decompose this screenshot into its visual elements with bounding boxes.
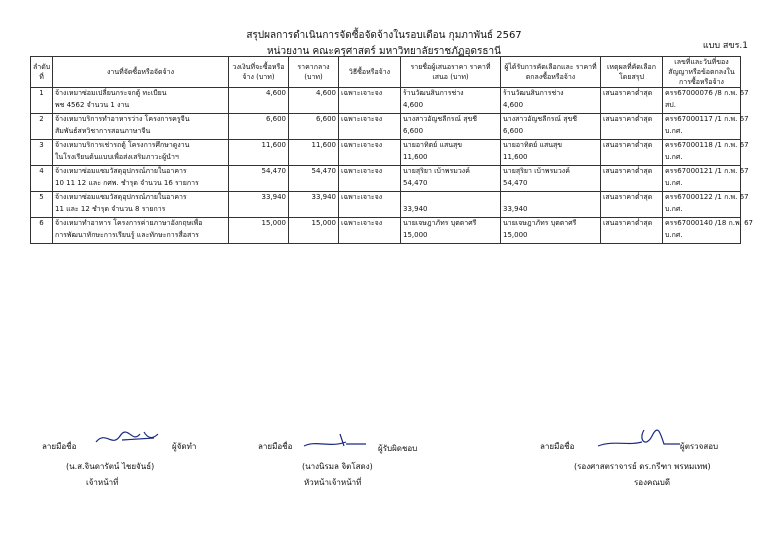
- table-row: [31, 114, 741, 140]
- task-cell: [53, 88, 229, 114]
- row-number: 6: [31, 218, 53, 244]
- winner-cell: [501, 140, 601, 166]
- task-cell: [53, 140, 229, 166]
- signatory-position: หัวหน้าเจ้าหน้าที่: [304, 478, 362, 487]
- column-header: รายชื่อผู้เสนอราคา ราคาที่เสนอ (บาท): [401, 57, 501, 88]
- winner-cell: [501, 114, 601, 140]
- contract-cell: [663, 192, 749, 218]
- column-header: งานที่จัดซื้อหรือจัดจ้าง: [53, 57, 229, 88]
- bid-price: 11,600: [403, 153, 428, 161]
- row-number: 3: [31, 140, 53, 166]
- method-cell: เฉพาะเจาะจง: [339, 140, 401, 166]
- bidder-cell: [401, 218, 501, 244]
- budget-cell: 33,940: [229, 192, 289, 218]
- contract-number: ครร67000117 /1 ก.พ. 67: [665, 115, 749, 123]
- win-price: 54,470: [503, 179, 528, 187]
- contract-type: บ.กศ.: [665, 153, 683, 161]
- winner-name: นายเจษฎาภัทร บุตตาศรี: [503, 219, 577, 227]
- column-header: ลำดับที่: [31, 57, 53, 88]
- signature-role: ผู้ตรวจสอบ: [680, 442, 719, 451]
- budget-cell: 15,000: [229, 218, 289, 244]
- contract-cell: [663, 88, 749, 114]
- winner-cell: [501, 166, 601, 192]
- row-number: 1: [31, 88, 53, 114]
- handwritten-signature-1: [92, 428, 162, 450]
- reason-cell: เสนอราคาต่ำสุด: [601, 218, 663, 244]
- reason-cell: เสนอราคาต่ำสุด: [601, 88, 663, 114]
- method-cell: เฉพาะเจาะจง: [339, 166, 401, 192]
- row-number: 5: [31, 192, 53, 218]
- column-header: ผู้ได้รับการคัดเลือกและ ราคาที่ตกลงซื้อหรือจ้าง: [501, 57, 601, 88]
- signature-label: ลายมือชื่อ: [42, 442, 77, 451]
- win-price: 11,600: [503, 153, 528, 161]
- task-cell: [53, 166, 229, 192]
- win-price: 15,000: [503, 231, 528, 239]
- reason-cell: เสนอราคาต่ำสุด: [601, 114, 663, 140]
- task-line: จ้างเหมาซ่อมเปลี่ยนกระจกตู้ ทะเบียน: [55, 89, 167, 97]
- task-line: พช 4562 จำนวน 1 งาน: [55, 101, 130, 109]
- signature-role: ผู้จัดทำ: [172, 442, 197, 451]
- column-header: ราคากลาง (บาท): [289, 57, 339, 88]
- bid-price: 54,470: [403, 179, 428, 187]
- budget-cell: 11,600: [229, 140, 289, 166]
- winner-cell: [501, 218, 601, 244]
- budget-cell: 54,470: [229, 166, 289, 192]
- handwritten-signature-2: [300, 430, 370, 452]
- contract-number: ครร67000076 /8 ก.พ. 67: [665, 89, 749, 97]
- median-price-cell: 33,940: [289, 192, 339, 218]
- signatory-position: รองคณบดี: [634, 478, 671, 487]
- bidder-cell: [401, 114, 501, 140]
- bidder-name: นายเจษฎาภัทร บุตตาศรี: [403, 219, 477, 227]
- row-number: 4: [31, 166, 53, 192]
- contract-number: ครร67000118 /1 ก.พ. 67: [665, 141, 749, 149]
- task-line: สัมพันธ์สหวิชาการสอนภาษาจีน: [55, 127, 151, 135]
- task-cell: [53, 218, 229, 244]
- task-line: จ้างเหมาบริการทำอาหารว่าง โครงการครูจีน: [55, 115, 190, 123]
- task-cell: [53, 114, 229, 140]
- contract-number: ครร67000122 /1 ก.พ. 67: [665, 193, 749, 201]
- task-line: จ้างเหมาซ่อมแซมวัสดุอุปกรณ์ภายในอาคาร: [55, 167, 187, 175]
- signatory-name: (น.ส.จินดารัตน์ ไชยจันธ์): [66, 462, 155, 471]
- winner-name: ร้านวัฒนสินการช่าง: [503, 89, 564, 97]
- reason-cell: เสนอราคาต่ำสุด: [601, 192, 663, 218]
- budget-cell: 4,600: [229, 88, 289, 114]
- table-row: [31, 192, 741, 218]
- task-line: จ้างเหมาทำอาหาร โครงการค่ายภาษาอังกฤษเพื่อ: [55, 219, 203, 227]
- median-price-cell: 54,470: [289, 166, 339, 192]
- bidder-cell: [401, 88, 501, 114]
- column-header: เลขที่และวันที่ของสัญญาหรือข้อตกลงในการซื้อหรือจ้าง: [663, 57, 741, 88]
- winner-name: นางสาวอัญชลีกรณ์ สุขชี: [503, 115, 578, 123]
- document-title: สรุปผลการดำเนินการจัดซื้อจัดจ้างในรอบเดือน กุมภาพันธ์ 2567: [246, 30, 522, 41]
- task-line: ในโรงเรียนต้นแบบเพื่อส่งเสริมภาวะผู้นำฯ: [55, 153, 179, 161]
- bidder-name: [403, 192, 498, 204]
- bidder-name: ร้านวัฒนสินการช่าง: [403, 89, 464, 97]
- winner-cell: [501, 192, 601, 218]
- table-header-row: [31, 57, 741, 88]
- reason-cell: เสนอราคาต่ำสุด: [601, 140, 663, 166]
- bid-price: 4,600: [403, 101, 424, 109]
- procurement-table: [30, 56, 753, 244]
- task-cell: [53, 192, 229, 218]
- task-line: จ้างเหมาซ่อมแซมวัสดุอุปกรณ์ภายในอาคาร: [55, 193, 187, 201]
- task-line: 10 11 12 และ กศพ. ชำรุด จำนวน 16 รายการ: [55, 179, 199, 187]
- contract-cell: [663, 140, 749, 166]
- method-cell: เฉพาะเจาะจง: [339, 88, 401, 114]
- signatory-name: (นางนิรมล จิตโสดง): [302, 462, 373, 471]
- winner-name: นายอาทิตย์ แสนสุข: [503, 141, 563, 149]
- method-cell: เฉพาะเจาะจง: [339, 114, 401, 140]
- form-code: แบบ สขร.1: [702, 41, 748, 51]
- table-row: [31, 140, 741, 166]
- win-price: 4,600: [503, 101, 524, 109]
- winner-name: [503, 192, 598, 204]
- bidder-name: นายอาทิตย์ แสนสุข: [403, 141, 463, 149]
- bid-price: 15,000: [403, 231, 428, 239]
- task-line: จ้างเหมาบริการเช่ารถตู้ โครงการศึกษาดูงาน: [55, 141, 190, 149]
- table-row: [31, 88, 741, 114]
- bid-price: 33,940: [403, 205, 428, 213]
- contract-cell: [663, 166, 749, 192]
- budget-cell: 6,600: [229, 114, 289, 140]
- contract-type: บ.กศ.: [665, 205, 683, 213]
- method-cell: เฉพาะเจาะจง: [339, 218, 401, 244]
- task-line: 11 และ 12 ชำรุด จำนวน 8 รายการ: [55, 205, 166, 213]
- task-line: การพัฒนาทักษะการเรียนรู้ และทักษะการสื่อสาร: [55, 231, 199, 239]
- table-row: [31, 218, 741, 244]
- win-price: 33,940: [503, 205, 528, 213]
- signature-label: ลายมือชื่อ: [540, 442, 575, 451]
- signatory-name: (รองศาสตราจารย์ ดร.กรีฑา พรหมเทพ): [574, 462, 711, 471]
- contract-number: ครร67000121 /1 ก.พ. 67: [665, 167, 749, 175]
- contract-cell: [663, 114, 749, 140]
- winner-name: นายสุริยา เบ้าพรมวงค์: [503, 167, 570, 175]
- median-price-cell: 11,600: [289, 140, 339, 166]
- median-price-cell: 15,000: [289, 218, 339, 244]
- bidder-cell: [401, 140, 501, 166]
- contract-type: บ.กศ.: [665, 179, 683, 187]
- signatory-position: เจ้าหน้าที่: [86, 478, 119, 487]
- signature-label: ลายมือชื่อ: [258, 442, 293, 451]
- contract-type: บ.กศ.: [665, 231, 683, 239]
- bidder-cell: [401, 192, 501, 218]
- unit-name: หน่วยงาน คณะครุศาสตร์ มหาวิทยาลัยราชภัฏอุดรธานี: [267, 46, 501, 57]
- reason-cell: เสนอราคาต่ำสุด: [601, 166, 663, 192]
- bidder-cell: [401, 166, 501, 192]
- column-header: วิธีซื้อหรือจ้าง: [339, 57, 401, 88]
- contract-cell: [663, 218, 753, 244]
- row-number: 2: [31, 114, 53, 140]
- column-header: วงเงินที่จะซื้อหรือจ้าง (บาท): [229, 57, 289, 88]
- median-price-cell: 6,600: [289, 114, 339, 140]
- method-cell: เฉพาะเจาะจง: [339, 192, 401, 218]
- median-price-cell: 4,600: [289, 88, 339, 114]
- column-header: เหตุผลที่คัดเลือกโดยสรุป: [601, 57, 663, 88]
- table-row: [31, 166, 741, 192]
- handwritten-signature-3: [594, 426, 684, 452]
- contract-type: สป.: [665, 101, 676, 109]
- win-price: 6,600: [503, 127, 524, 135]
- bidder-name: นางสาวอัญชลีกรณ์ สุขชี: [403, 115, 478, 123]
- bidder-name: นายสุริยา เบ้าพรมวงค์: [403, 167, 470, 175]
- winner-cell: [501, 88, 601, 114]
- contract-type: บ.กศ.: [665, 127, 683, 135]
- contract-number: ครร67000140 /18 ก.พ. 67: [665, 219, 753, 227]
- bid-price: 6,600: [403, 127, 424, 135]
- signature-role: ผู้รับผิดชอบ: [378, 444, 418, 453]
